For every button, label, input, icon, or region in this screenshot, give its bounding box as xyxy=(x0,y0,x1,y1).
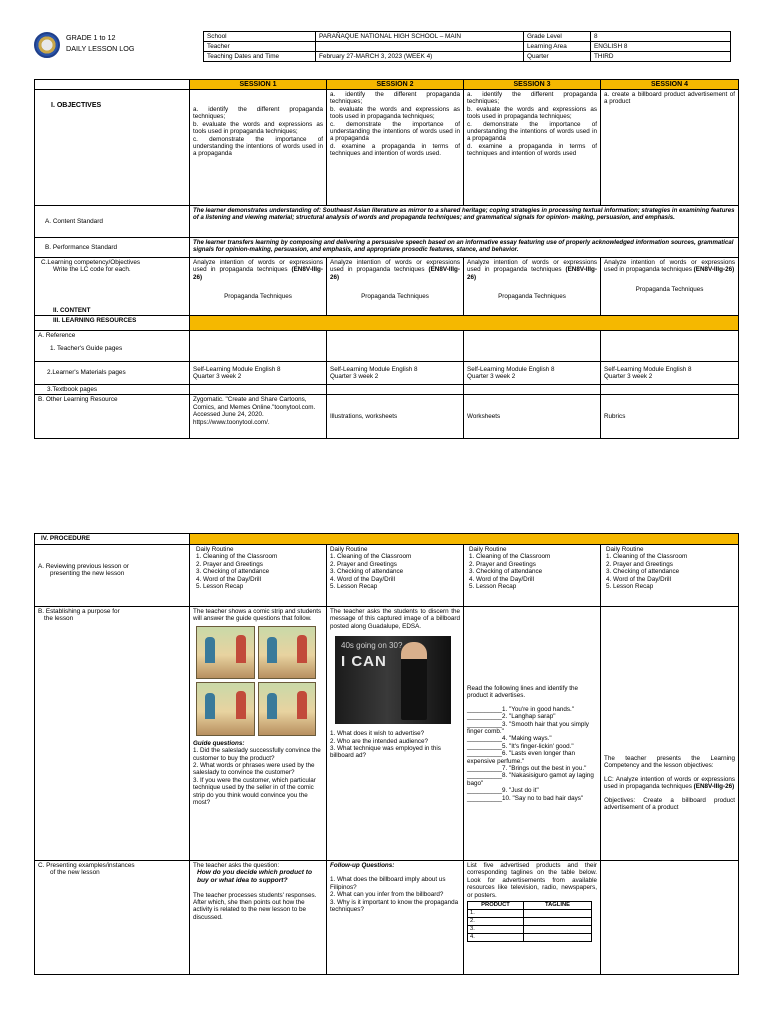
comic-strip-image xyxy=(196,626,316,736)
product-tagline-table: PRODUCT TAGLINE 1. 2. 3. 4. xyxy=(467,901,592,942)
procedure-bar xyxy=(190,534,739,545)
session-3-header: SESSION 3 xyxy=(464,80,601,90)
competency-label: C.Learning competency/Objectives Write the LC code for each. xyxy=(35,258,190,306)
learners-materials-s3: Self-Learning Module English 8 Quarter 3 week 2 xyxy=(464,361,601,384)
objectives-s1: a. identify the different propaganda techniques; b. evaluate the words and expressions as tools used in propaganda techniques; c. demonstrate the importance of understanding the intentions of words used in a propaganda xyxy=(190,90,327,206)
product-header: PRODUCT xyxy=(468,902,524,910)
content-standard-label: A. Content Standard xyxy=(35,206,190,238)
objectives-label: I. OBJECTIVES xyxy=(35,90,190,206)
content-s1: Propaganda Techniques xyxy=(224,293,292,301)
objectives-s2: a. identify the different propaganda techniques; b. evaluate the words and expressions as tools used in propaganda techniques; c. demonstrate the importance of understanding the intentions of words used in a propaganda d. examine a propaganda in terms of techniques and intention of words used. xyxy=(327,90,464,206)
document-title xyxy=(66,32,134,54)
session-2-header: SESSION 2 xyxy=(327,80,464,90)
learning-resources-label: III. LEARNING RESOURCES xyxy=(35,315,190,330)
content-standard-text: The learner demonstrates understanding of: Southeast Asian literature as mirror to a shared heritage; coping strategies in processing textual information; strategies in examining features of a listening and viewing material; structural analysis of words and propaganda techniques; and grammatical signals for opinion- making, persuasion, and emphasis. xyxy=(190,206,739,238)
log-line: DAILY LESSON LOG xyxy=(66,44,135,53)
competency-s1: Analyze intention of words or expressions used in propaganda techniques (EN8V-IIIg-26) Propaganda Techniques xyxy=(190,258,327,306)
other-resource-s2: Illustrations, worksheets xyxy=(327,395,464,439)
performance-standard-text: The learner transfers learning by composing and delivering a persuasive speech based on an informative essay featuring use of properly acknowledged information sources, grammatical signals for opinion-making, persuasion, and emphasis, and appropriate prosodic features, stance, and behavior. xyxy=(190,238,739,258)
present-s4 xyxy=(601,861,739,975)
dates-value: February 27-MARCH 3, 2023 (WEEK 4) xyxy=(316,52,524,62)
routine-s3: Daily Routine 1. Cleaning of the Classroom 2. Prayer and Greetings 3. Checking of attendance 4. Word of the Day/Drill 5. Lesson Recap xyxy=(464,545,601,607)
learning-area-value: ENGLISH 8 xyxy=(591,42,731,52)
review-label: A. Reviewing previous lesson or presenting the new lesson xyxy=(35,545,190,607)
other-resource-s4: Rubrics xyxy=(601,395,739,439)
grade-level-label: Grade Level xyxy=(524,32,591,42)
competency-s3: Analyze intention of words or expressions used in propaganda techniques (EN8V-IIIg-26) Propaganda Techniques xyxy=(464,258,601,306)
deped-seal-icon xyxy=(34,32,60,58)
purpose-label: B. Establishing a purpose for the lesson xyxy=(35,607,190,861)
other-resource-s3: Worksheets xyxy=(464,395,601,439)
teacher-label: Teacher xyxy=(204,42,316,52)
header-table xyxy=(203,31,731,62)
textbook-label: 3.Textbook pages xyxy=(35,384,190,394)
present-s1: The teacher asks the question: How do you decide which product to buy or what idea to support? The teacher processes students' responses. After which, she then points out how the activity is related to the new lesson to be discussed. xyxy=(190,861,327,975)
routine-s2: Daily Routine 1. Cleaning of the Classroom 2. Prayer and Greetings 3. Checking of attendance 4. Word of the Day/Drill 5. Lesson Recap xyxy=(327,545,464,607)
grade-level-value: 8 xyxy=(591,32,731,42)
objectives-s3: a. identify the different propaganda techniques; b. evaluate the words and expressions as tools used in propaganda techniques; c. demonstrate the importance of understanding the intentions of words used in a propaganda d. examine a propaganda in terms of techniques and intention of words used xyxy=(464,90,601,206)
learners-materials-label: 2.Learner's Materials pages xyxy=(35,361,190,384)
competency-s4: Analyze intention of words or expressions used in propaganda techniques (EN8V-IIIg-26) Propaganda Techniques xyxy=(601,258,739,306)
quarter-label: Quarter xyxy=(524,52,591,62)
school-value: PARAÑAQUE NATIONAL HIGH SCHOOL – MAIN xyxy=(316,32,524,42)
other-resource-s1: Zygomatic. "Create and Share Cartoons, Comics, and Memes Online."toonytool.com. Accessed June 24, 2020. https://www.toonytool.com/. xyxy=(190,395,327,439)
present-s3: List five advertised products and their corresponding taglines on the table below. Look for advertisements from available resources like television, radio, newspapers, or posters. PRODUCT TAGLINE 1. 2. 3. 4. xyxy=(464,861,601,975)
other-resource-label: B. Other Learning Resource xyxy=(35,395,190,439)
grade-line: GRADE 1 to 12 xyxy=(66,33,116,42)
reference-cell: A. Reference 1. Teacher's Guide pages xyxy=(35,330,190,361)
present-label: C. Presenting examples/instances of the new lesson xyxy=(35,861,190,975)
procedure-table xyxy=(34,533,739,975)
purpose-s4: The teacher presents the Learning Competency and the lesson objectives: LC: Analyze intention of words or expressions used in propaganda techniques (EN8V-IIIg-26) Objectives: Create a billboard product advertisement of a product xyxy=(601,607,739,861)
content-s4: Propaganda Techniques xyxy=(635,285,704,293)
session-4-header: SESSION 4 xyxy=(601,80,739,90)
purpose-s2: The teacher asks the students to discern the message of this captured image of a billboard posted along Guadalupe, EDSA. 40s going on 30? I CAN 1. What does it wish to advertise? 2. Who are the intended audience? 3. What technique was employed in this billboard ad? xyxy=(327,607,464,861)
learners-materials-s1: Self-Learning Module English 8 Quarter 3 week 2 xyxy=(190,361,327,384)
learning-area-label: Learning Area xyxy=(524,42,591,52)
teacher-value xyxy=(316,42,524,52)
objectives-table xyxy=(34,79,739,439)
quarter-value: THIRD xyxy=(591,52,731,62)
routine-s4: Daily Routine 1. Cleaning of the Classroom 2. Prayer and Greetings 3. Checking of attendance 4. Word of the Day/Drill 5. Lesson Recap xyxy=(601,545,739,607)
performance-standard-label: B. Performance Standard xyxy=(35,238,190,258)
present-s2: Follow-up Questions: 1. What does the billboard imply about us Filipinos? 2. What can you infer from the billboard? 3. Why is it important to know the propaganda techniques? xyxy=(327,861,464,975)
purpose-s1: The teacher shows a comic strip and students will answer the guide questions that follow. Guide questions: 1. Did the saleslady successfully convince the customer to buy the product? 2. What words or phrases were used by the saleslady to convince the customer? 3. If you were the customer, which particular technique used by the seller in of the comic strip do you think would convince you the most? xyxy=(190,607,327,861)
school-label: School xyxy=(204,32,316,42)
dates-label: Teaching Dates and Time xyxy=(204,52,316,62)
tagline-header: TAGLINE xyxy=(524,902,592,910)
billboard-image: 40s going on 30? I CAN xyxy=(335,636,451,724)
objectives-s4: a. create a billboard product advertisement of a product xyxy=(601,90,739,206)
learning-resources-bar xyxy=(190,315,739,330)
session-1-header: SESSION 1 xyxy=(190,80,327,90)
learners-materials-s2: Self-Learning Module English 8 Quarter 3 week 2 xyxy=(327,361,464,384)
content-s3: Propaganda Techniques xyxy=(498,293,566,301)
procedure-label: IV. PROCEDURE xyxy=(35,534,190,545)
purpose-s3: Read the following lines and identify the product it advertises. __________1. "You're in good hands." __________2. "Langhap sarap" __________3. "Smooth hair that you simply finger comb." __________4. "Making ways." __________5. "It's finger-lickin' good." __________6. "Lasts even longer than expensive perfume." __________7. "Brings out the best in you." __________8. "Nakasisiguro gamot ay laging bago" __________9. "Just do it" __________10. "Say no to bad hair days" xyxy=(464,607,601,861)
content-s2: Propaganda Techniques xyxy=(361,293,429,301)
routine-s1: Daily Routine 1. Cleaning of the Classroom 2. Prayer and Greetings 3. Checking of attendance 4. Word of the Day/Drill 5. Lesson Recap xyxy=(190,545,327,607)
content-label: II. CONTENT xyxy=(35,306,190,316)
competency-s2: Analyze intention of words or expressions used in propaganda techniques (EN8V-IIIg-26) Propaganda Techniques xyxy=(327,258,464,306)
learners-materials-s4: Self-Learning Module English 8 Quarter 3 week 2 xyxy=(601,361,739,384)
